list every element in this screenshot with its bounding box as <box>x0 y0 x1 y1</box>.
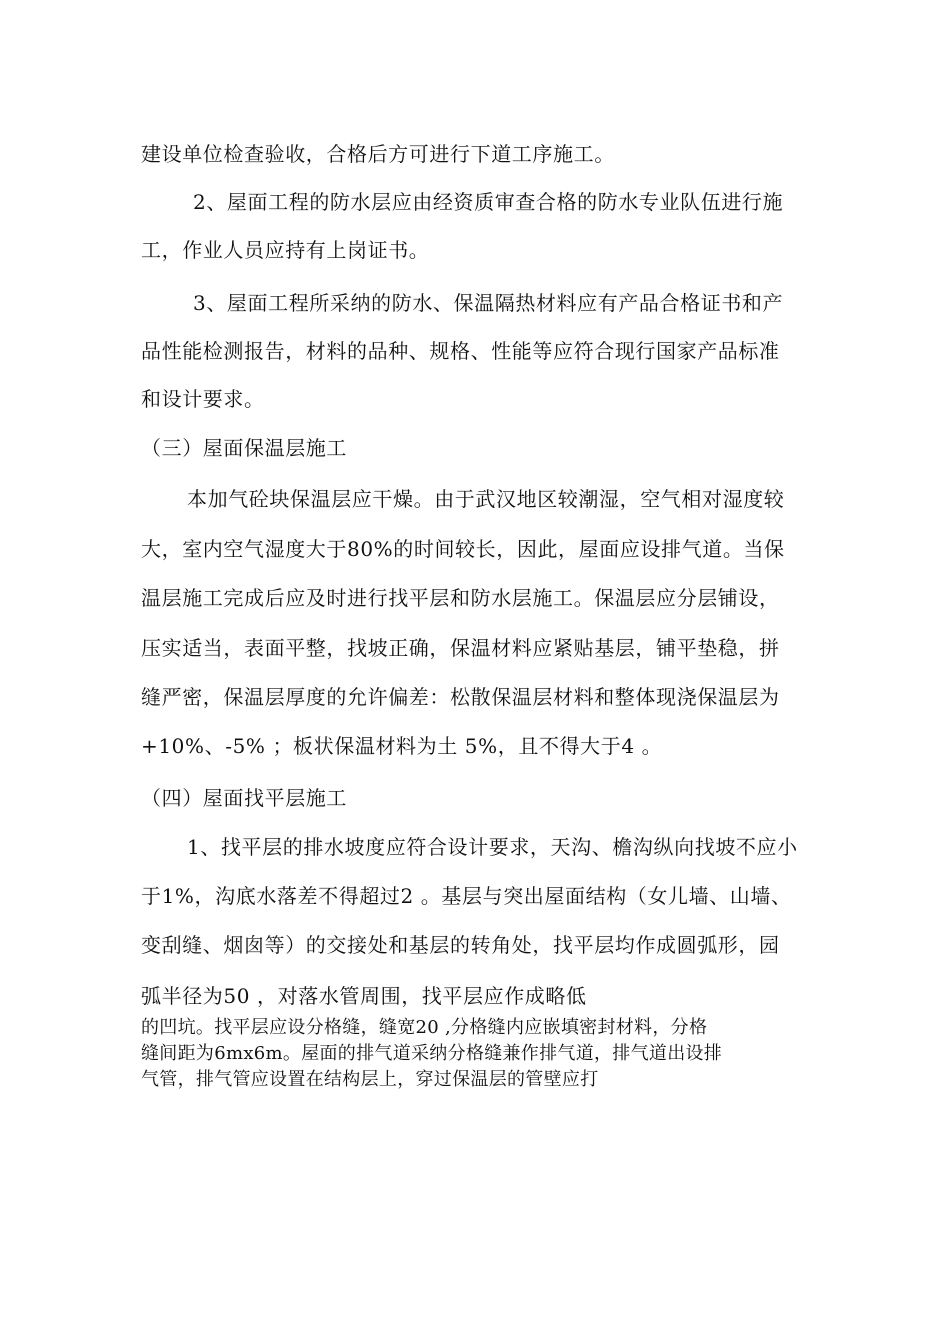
paragraph-line: 缝间距为6mx6m。屋面的排气道采纳分格缝兼作排气道，排气道出设排 <box>141 1043 723 1064</box>
paragraph-line: 建设单位检查验收，合格后方可进行下道工序施工。 <box>141 142 615 166</box>
section-heading: （三）屋面保温层施工 <box>141 436 347 460</box>
paragraph-line: 1、找平层的排水坡度应符合设计要求，天沟、檐沟纵向找坡不应小 <box>187 835 798 859</box>
paragraph-line: 工，作业人员应持有上岗证书。 <box>141 238 430 262</box>
paragraph-line: 缝严密，保温层厚度的允许偏差：松散保温层材料和整体现浇保温层为 <box>141 685 780 709</box>
paragraph-line: 2、屋面工程的防水层应由经资质审查合格的防水专业队伍进行施 <box>193 190 784 214</box>
paragraph-line: 弧半径为50 ，对落水管周围，找平层应作成略低 <box>141 984 587 1008</box>
paragraph-line: 压实适当，表面平整，找坡正确，保温材料应紧贴基层，铺平垫稳，拼 <box>141 636 780 660</box>
section-heading: （四）屋面找平层施工 <box>141 786 347 810</box>
paragraph-line: +10%、-5% ；板状保温材料为土 5%，且不得大于4 。 <box>141 734 663 758</box>
paragraph-line: 品性能检测报告，材料的品种、规格、性能等应符合现行国家产品标准 <box>141 339 780 363</box>
paragraph-line: 和设计要求。 <box>141 387 265 411</box>
paragraph-line: 的凹坑。找平层应设分格缝，缝宽20 ,分格缝内应嵌填密封材料，分格 <box>141 1017 708 1038</box>
paragraph-line: 气管，排气管应设置在结构层上，穿过保温层的管壁应打 <box>141 1069 599 1090</box>
paragraph-line: 于1%，沟底水落差不得超过2 。基层与突出屋面结构（女儿墙、山墙、 <box>141 884 792 908</box>
paragraph-line: 温层施工完成后应及时进行找平层和防水层施工。保温层应分层铺设， <box>141 586 780 610</box>
paragraph-line: 本加气砼块保温层应干燥。由于武汉地区较潮湿，空气相对湿度较 <box>187 487 785 511</box>
paragraph-line: 大，室内空气湿度大于80%的时间较长，因此，屋面应设排气道。当保 <box>141 537 785 561</box>
paragraph-line: 变刮缝、烟囱等）的交接处和基层的转角处，找平层均作成圆弧形，园 <box>141 933 780 957</box>
paragraph-line: 3、屋面工程所采纳的防水、保温隔热材料应有产品合格证书和产 <box>193 291 784 315</box>
